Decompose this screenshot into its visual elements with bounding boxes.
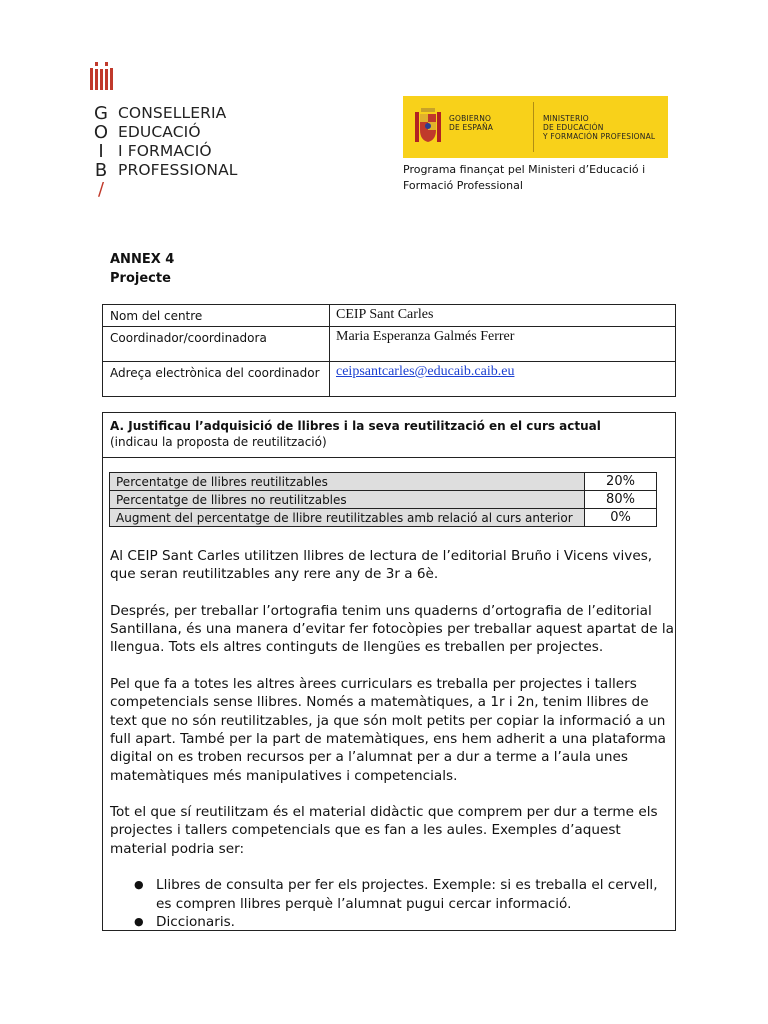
coat-of-arms-icon [413,102,443,150]
percentage-value: 0% [585,509,657,527]
table-row [110,473,657,491]
percentage-value: 20% [585,473,657,491]
paragraph: Al CEIP Sant Carles utilitzen llibres de lectura de l’editorial Bruño i Vicens vives, que seran reutilitzables any rere any de 3r a 6è. [110,548,653,583]
goib-letter: G [94,103,108,124]
list-item [110,876,676,913]
table-row [103,327,676,362]
goib-letter: I [98,141,104,162]
info-value [330,362,676,397]
center-info-table [102,304,676,397]
paragraph: Després, per treballar l’ortografia tenim uns quaderns d’ortografia de l’editorial Santillana, és una manera d’evitar fer fotocòpies per treballar aquest apartat de la llengua. Tots els altres continguts de llengües es treballen per projectes. [110,602,674,656]
gobierno-line: GOBIERNO [449,114,492,123]
section-a [102,412,676,931]
info-label: Nom del centre [103,305,330,327]
material-list [110,876,676,931]
table-row [103,305,676,327]
gobierno-logo [403,96,668,158]
info-value: CEIP Sant Carles [330,305,676,327]
info-value: Maria Esperanza Galmés Ferrer [330,327,676,362]
percentage-label: Augment del percentatge de llibre reutilitzables amb relació al curs anterior [110,509,585,527]
ministerio-line: MINISTERIO [543,114,589,123]
gobierno-line: DE ESPAÑA [449,123,494,132]
annex-heading [110,250,174,288]
table-row [110,509,657,527]
gobierno-divider [533,102,534,152]
goib-line: EDUCACIÓ [118,123,201,141]
percentage-label: Percentatge de llibres no reutilitzables [110,491,585,509]
section-a-title: A. Justificau l’adquisició de llibres i la seva reutilització en el curs actual [110,419,601,433]
coordinator-email-link[interactable]: ceipsantcarles@educaib.caib.eu [336,364,515,379]
annex-subtitle: Projecte [110,271,171,286]
section-a-header [103,413,675,458]
paragraph: Pel que fa a totes les altres àrees curriculars es treballa per projectes i tallers competencials sense llibres. Només a matemàtiques, a 1r i 2n, tenim llibres de text que no són reutilitzables, ja que són molt petits per copiar la informació a un full apart. També per la part de matemàtiques, ens hem adherit a una plataforma digital on es troben recursos per a l’alumnat per a dur a terme a l’aula unes matemàtiques més manipulatives i competencials. [110,676,667,784]
gobierno-text [449,114,493,132]
annex-title: ANNEX 4 [110,252,175,267]
bullet-icon: ● [134,878,144,892]
list-item [110,913,676,931]
table-row [110,491,657,509]
info-label: Adreça electrònica del coordinador [103,362,330,397]
percentage-value: 80% [585,491,657,509]
section-a-subtitle: (indicau la proposta de reutilització) [110,435,327,449]
percentages-table [109,472,657,527]
info-label: Coordinador/coordinadora [103,327,330,362]
list-item-text: Diccionaris. [156,913,236,930]
goib-logo [90,60,250,200]
funding-note: Programa finançat pel Ministeri d’Educació i Formació Professional [403,163,646,192]
goib-letters [93,104,109,199]
ministerio-line: DE EDUCACIÓN [543,123,604,132]
section-a-body [110,547,676,931]
percentage-label: Percentatge de llibres reutilitzables [110,473,585,491]
paragraph: Tot el que sí reutilitzam és el material didàctic que comprem per dur a terme els projectes i tallers competencials que es fan a les aules. Exemples d’aquest material podria ser: [110,804,658,857]
ministerio-line: Y FORMACIÓN PROFESIONAL [543,132,656,141]
ministerio-text [543,114,655,141]
goib-shield-icon [90,60,114,94]
goib-line: I FORMACIÓ [118,142,212,160]
goib-letter: B [94,160,108,181]
table-row [103,362,676,397]
goib-line: CONSELLERIA [118,104,227,122]
bullet-icon: ● [134,914,144,928]
goib-letter: O [93,122,109,143]
goib-department-name [118,104,238,180]
list-item-text: Llibres de consulta per fer els projectes. Exemple: si es treballa el cervell, es compren llibres perquè l’alumnat pugui cercar informació. [156,877,658,912]
goib-line: PROFESSIONAL [118,161,238,179]
goib-slash: / [97,179,105,200]
